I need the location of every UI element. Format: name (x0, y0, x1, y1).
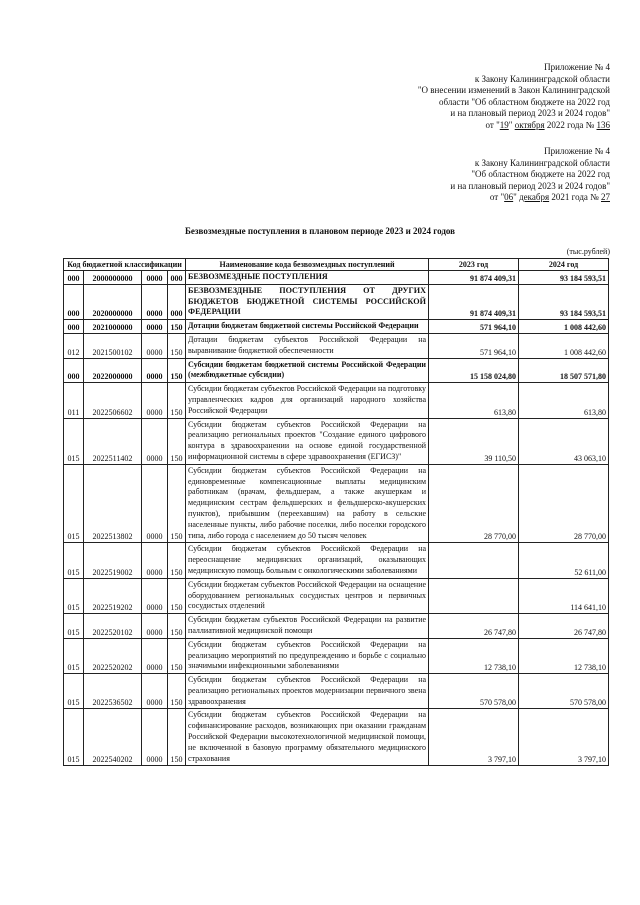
revenue-name: Субсидии бюджетам субъектов Российской Федерации на софинансирование расходов, возникающих при оказании гражданам Российской Федерации высокотехнологичной медицинской помощи, не включенной в базовую программу обязательного медицинского страхования (186, 709, 429, 766)
table-row (64, 320, 609, 334)
program-code: 0000 (142, 709, 168, 766)
table-row (64, 614, 609, 639)
program-code: 0000 (142, 333, 168, 358)
amount-2024: 18 507 571,80 (519, 358, 609, 383)
table-row (64, 383, 609, 418)
program-code: 0000 (142, 320, 168, 334)
header-2023: 2023 год (429, 259, 519, 271)
table-row (64, 418, 609, 464)
budget-admin-code: 015 (64, 543, 84, 578)
program-code: 0000 (142, 284, 168, 319)
amount-2023 (429, 578, 519, 613)
amount-2023: 3 797,10 (429, 709, 519, 766)
economic-code: 150 (168, 383, 186, 418)
table-row (64, 578, 609, 613)
program-code: 0000 (142, 464, 168, 543)
amount-2023: 570 578,00 (429, 674, 519, 709)
revenue-type-code: 2020000000 (84, 284, 142, 319)
header-line: "О внесении изменений в Закон Калининградской (417, 85, 610, 95)
revenue-type-code: 2022513802 (84, 464, 142, 543)
date-day: 19 (499, 119, 509, 130)
revenue-type-code: 2021500102 (84, 333, 142, 358)
header-line: и на плановый период 2023 и 2024 годов" (450, 180, 610, 191)
header-line: к Закону Калининградской области (474, 73, 610, 84)
table-row (64, 464, 609, 543)
revenue-table (63, 258, 609, 766)
revenue-name: Субсидии бюджетам субъектов Российской Федерации на реализацию региональных проектов модернизации первичного звена здравоохранения (186, 674, 429, 709)
revenue-name: Дотации бюджетам субъектов Российской Федерации на выравнивание бюджетной обеспеченности (186, 333, 429, 358)
budget-admin-code: 015 (64, 709, 84, 766)
amount-2023: 571 964,10 (429, 320, 519, 334)
budget-admin-code: 000 (64, 358, 84, 383)
units-label: (тыс.рублей) (566, 247, 610, 256)
economic-code: 000 (168, 284, 186, 319)
amount-2024: 12 738,10 (519, 638, 609, 673)
revenue-type-code: 2022506602 (84, 383, 142, 418)
economic-code: 150 (168, 418, 186, 464)
header-date-line: от "06" декабря 2021 года № 27 (489, 192, 610, 202)
amount-2024: 52 611,00 (519, 543, 609, 578)
program-code: 0000 (142, 578, 168, 613)
revenue-name: Субсидии бюджетам субъектов Российской Федерации на переоснащение медицинских организаций, оказывающих медицинскую помощь больным с онкологическими заболеваниями (186, 543, 429, 578)
amount-2024: 93 184 593,51 (519, 271, 609, 285)
header-2024: 2024 год (519, 259, 609, 271)
budget-admin-code: 000 (64, 320, 84, 334)
program-code: 0000 (142, 271, 168, 285)
program-code: 0000 (142, 638, 168, 673)
revenue-name: Субсидии бюджетам субъектов Российской Федерации на реализацию мероприятий по предупреждению и борьбе с социально значимыми инфекционными заболеваниями (186, 638, 429, 673)
table-row (64, 638, 609, 673)
budget-admin-code: 015 (64, 418, 84, 464)
amount-2024: 1 008 442,60 (519, 320, 609, 334)
revenue-name: Субсидии бюджетам субъектов Российской Федерации на реализацию региональных проектов "Создание единого цифрового контура в здравоохранении на основе единой государственной информационной системы в сфере здравоохранения (ЕГИСЗ)" (186, 418, 429, 464)
program-code: 0000 (142, 614, 168, 639)
amount-2024: 26 747,80 (519, 614, 609, 639)
table-row (64, 333, 609, 358)
amount-2023: 15 158 024,80 (429, 358, 519, 383)
economic-code: 150 (168, 638, 186, 673)
amount-2023: 91 874 409,31 (429, 284, 519, 319)
amount-2023 (429, 543, 519, 578)
document-title: Безвозмездные поступления в плановом периоде 2023 и 2024 годов (184, 226, 456, 236)
revenue-type-code: 2021000000 (84, 320, 142, 334)
amount-2024: 613,80 (519, 383, 609, 418)
program-code: 0000 (142, 543, 168, 578)
budget-admin-code: 000 (64, 271, 84, 285)
economic-code: 150 (168, 709, 186, 766)
header-line: к Закону Калининградской области (474, 157, 610, 168)
budget-admin-code: 012 (64, 333, 84, 358)
amount-2023: 12 738,10 (429, 638, 519, 673)
budget-admin-code: 011 (64, 383, 84, 418)
amount-2023: 613,80 (429, 383, 519, 418)
appendix-header-original (450, 146, 610, 204)
revenue-type-code: 2000000000 (84, 271, 142, 285)
amount-2024: 570 578,00 (519, 674, 609, 709)
economic-code: 150 (168, 578, 186, 613)
budget-admin-code: 015 (64, 614, 84, 639)
header-date-line: от "19" октября 2022 года № 136 (485, 119, 610, 130)
header-code: Код бюджетной классификации (64, 259, 186, 271)
date-month: октября (514, 119, 545, 130)
budget-admin-code: 015 (64, 674, 84, 709)
economic-code: 150 (168, 320, 186, 334)
amount-2024: 114 641,10 (519, 578, 609, 613)
table-row (64, 358, 609, 383)
revenue-name: Субсидии бюджетам бюджетной системы Российской Федерации (межбюджетные субсидии) (186, 358, 429, 383)
economic-code: 150 (168, 614, 186, 639)
revenue-type-code: 2022519202 (84, 578, 142, 613)
table-row (64, 543, 609, 578)
header-line: и на плановый период 2023 и 2024 годов" (450, 108, 610, 118)
amount-2023: 39 110,50 (429, 418, 519, 464)
revenue-type-code: 2022000000 (84, 358, 142, 383)
amount-2023: 28 770,00 (429, 464, 519, 543)
amount-2024: 43 063,10 (519, 418, 609, 464)
amount-2024: 1 008 442,60 (519, 333, 609, 358)
header-name: Наименование кода безвозмездных поступлений (186, 259, 429, 271)
amount-2023: 571 964,10 (429, 333, 519, 358)
revenue-type-code: 2022511402 (84, 418, 142, 464)
revenue-type-code: 2022520202 (84, 638, 142, 673)
table-row (64, 271, 609, 285)
revenue-name: БЕЗВОЗМЕЗДНЫЕ ПОСТУПЛЕНИЯ (186, 271, 429, 285)
economic-code: 150 (168, 358, 186, 383)
economic-code: 150 (168, 464, 186, 543)
table-row (64, 709, 609, 766)
header-line: Приложение № 4 (544, 62, 610, 72)
program-code: 0000 (142, 418, 168, 464)
budget-admin-code: 000 (64, 284, 84, 319)
economic-code: 150 (168, 333, 186, 358)
revenue-type-code: 2022540202 (84, 709, 142, 766)
revenue-name: Дотации бюджетам бюджетной системы Российской Федерации (186, 320, 429, 334)
law-number: 27 (601, 192, 610, 202)
header-line: "Об областном бюджете на 2022 год (471, 169, 610, 179)
table-body (64, 271, 609, 766)
revenue-name: Субсидии бюджетам субъектов Российской Федерации на оснащение оборудованием региональных сосудистых центров и первичных сосудистых отделений (186, 578, 429, 613)
header-line: области "Об областном бюджете на 2022 год (439, 96, 610, 107)
header-line: Приложение № 4 (544, 146, 610, 156)
amount-2023: 91 874 409,31 (429, 271, 519, 285)
budget-admin-code: 015 (64, 638, 84, 673)
revenue-type-code: 2022520102 (84, 614, 142, 639)
program-code: 0000 (142, 383, 168, 418)
budget-admin-code: 015 (64, 578, 84, 613)
program-code: 0000 (142, 358, 168, 383)
amount-2024: 3 797,10 (519, 709, 609, 766)
program-code: 0000 (142, 674, 168, 709)
revenue-name: Субсидии бюджетам субъектов Российской Федерации на развитие паллиативной медицинской помощи (186, 614, 429, 639)
revenue-name: БЕЗВОЗМЕЗДНЫЕ ПОСТУПЛЕНИЯ ОТ ДРУГИХ БЮДЖЕТОВ БЮДЖЕТНОЙ СИСТЕМЫ РОССИЙСКОЙ ФЕДЕРАЦИИ (186, 284, 429, 319)
revenue-type-code: 2022519002 (84, 543, 142, 578)
amount-2024: 93 184 593,51 (519, 284, 609, 319)
table-header-row (64, 259, 609, 271)
table-row (64, 284, 609, 319)
revenue-type-code: 2022536502 (84, 674, 142, 709)
revenue-name: Субсидии бюджетам субъектов Российской Федерации на единовременные компенсационные выплаты медицинским работникам (врачам, фельдшерам, а также акушеркам и медицинским сестрам фельдшерских и фельдшерско-акушерских пунктов), прибывшим (переехавшим) на работу в сельские населенные пункты, либо рабочие поселки, либо поселки городского типа, либо города с населением до 50 тысяч человек (186, 464, 429, 543)
appendix-header-amendment (418, 62, 610, 131)
economic-code: 000 (168, 271, 186, 285)
amount-2023: 26 747,80 (429, 614, 519, 639)
economic-code: 150 (168, 674, 186, 709)
budget-admin-code: 015 (64, 464, 84, 543)
amount-2024: 28 770,00 (519, 464, 609, 543)
law-number: 136 (596, 119, 610, 130)
date-month: декабря (519, 192, 550, 202)
revenue-name: Субсидии бюджетам субъектов Российской Федерации на подготовку управленческих кадров для организаций народного хозяйства Российской Федерации (186, 383, 429, 418)
table-row (64, 674, 609, 709)
date-day: 06 (504, 192, 514, 202)
economic-code: 150 (168, 543, 186, 578)
